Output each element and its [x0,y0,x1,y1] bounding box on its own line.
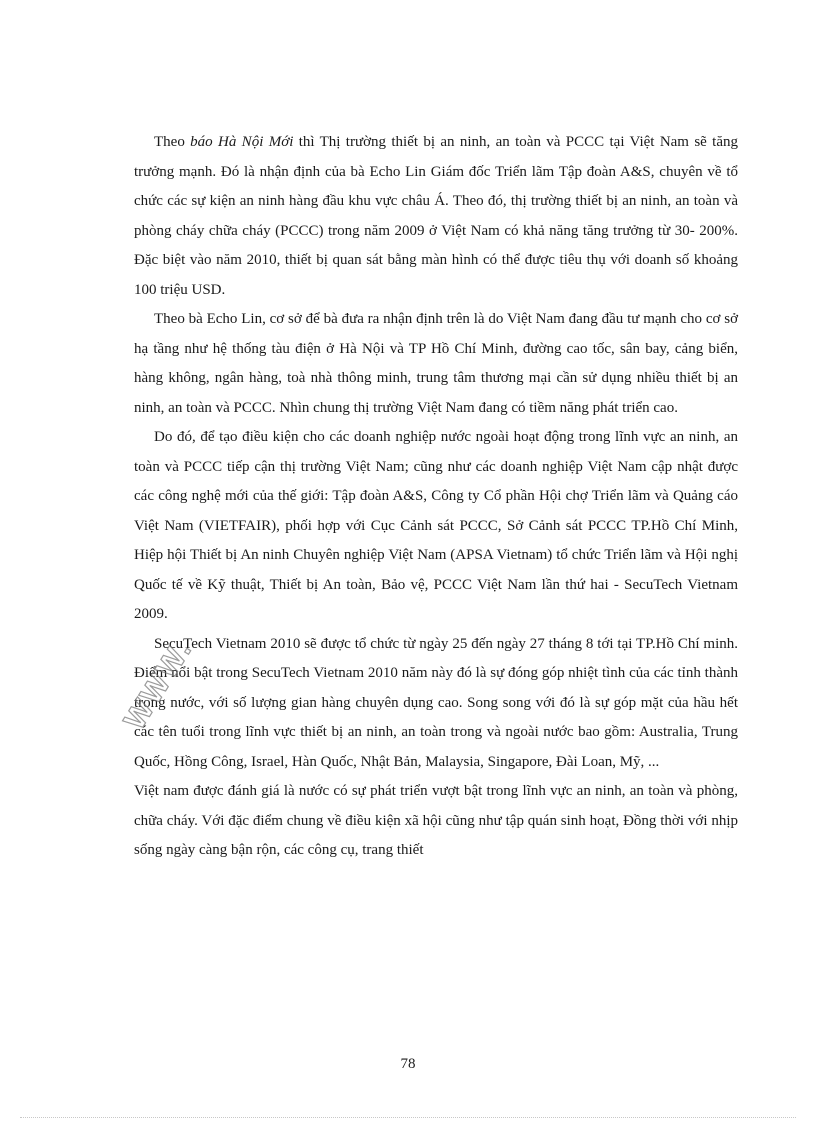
page-number: 78 [400,1056,416,1072]
footer-divider [20,1117,796,1118]
source-citation: báo Hà Nội Mới [190,134,294,150]
paragraph-5: Việt nam được đánh giá là nước có sự phát triển vượt bật trong lĩnh vực an ninh, an toàn và phòng, chữa cháy. Với đặc điểm chung về điều kiện xã hội cũng như tập quán sinh hoạt, Đồng thời với nhịp sống ngày càng bận rộn, các công cụ, trang thiết [134,783,738,858]
paragraph-1-prefix: Theo [154,134,191,150]
paragraph-4: SecuTech Vietnam 2010 sẽ được tổ chức từ ngày 25 đến ngày 27 tháng 8 tới tại TP.Hồ Chí minh. Điểm nổi bật trong SecuTech Vietnam 2010 năm này đó là sự đóng góp nhiệt tình của các tỉnh thành trong nước, với số lượng gian hàng chuyên dụng cao. Song song với đó là sự góp mặt của hầu hết các tên tuổi trong lĩnh vực thiết bị an ninh, an toàn trong và ngoài nước bao gồm: Australia, Trung Quốc, Hồng Công, Israel, Hàn Quốc, Nhật Bản, Malaysia, Singapore, Đài Loan, Mỹ, ... [134,635,738,770]
paragraph-1-text: thì Thị trường thiết bị an ninh, an toàn và PCCC tại Việt Nam sẽ tăng trưởng mạnh. Đó là nhận định của bà Echo Lin Giám đốc Triển lãm Tập đoàn A&S, chuyên về tổ chức các sự kiện an ninh hàng đầu khu vực châu Á. Theo đó, thị trường thiết bị an ninh, an toàn và phòng cháy chữa cháy (PCCC) trong năm 2009 ở Việt Nam có khả năng tăng trưởng từ 30- 200%. Đặc biệt vào năm 2010, thiết bị quan sát bằng màn hình có thể được tiêu thụ với doanh số khoảng 100 triệu USD. [134,134,738,298]
paragraph-2: Theo bà Echo Lin, cơ sở để bà đưa ra nhận định trên là do Việt Nam đang đầu tư mạnh cho cơ sở hạ tầng như hệ thống tàu điện ở Hà Nội và TP Hồ Chí Minh, đường cao tốc, sân bay, cảng biển, hàng không, ngân hàng, toà nhà thông minh, trung tâm thương mại cần sử dụng nhiều thiết bị an ninh, an toàn và PCCC. Nhìn chung thị trường Việt Nam đang có tiềm năng phát triển cao. [134,311,738,416]
body-text [134,128,738,866]
watermark: WWW. [118,633,199,736]
paragraph-3: Do đó, để tạo điều kiện cho các doanh nghiệp nước ngoài hoạt động trong lĩnh vực an ninh, an toàn và PCCC tiếp cận thị trường Việt Nam; cũng như các doanh nghiệp Việt Nam cập nhật được các công nghệ mới của thế giới: Tập đoàn A&S, Công ty Cổ phần Hội chợ Triển lãm và Quảng cáo Việt Nam (VIETFAIR), phối hợp với Cục Cảnh sát PCCC, Sở Cảnh sát PCCC TP.Hồ Chí Minh, Hiệp hội Thiết bị An ninh Chuyên nghiệp Việt Nam (APSA Vietnam) tổ chức Triển lãm và Hội nghị Quốc tế về Kỹ thuật, Thiết bị An toàn, Bảo vệ, PCCC Việt Nam lần thứ hai - SecuTech Vietnam 2009. [134,429,738,622]
paragraph-1 [134,128,738,305]
